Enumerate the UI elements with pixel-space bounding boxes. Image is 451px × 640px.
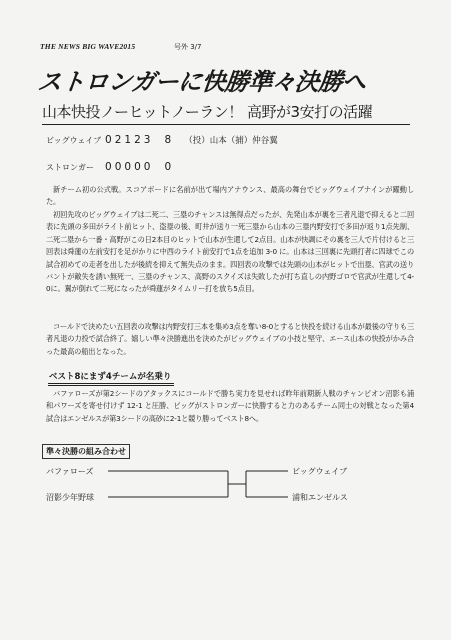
bracket-team: バファローズ (46, 467, 94, 476)
scoreboard-total: 8 (164, 134, 172, 146)
section-title: ベスト8にまず4チームが名乗り (48, 370, 174, 384)
scoreboard-total: 0 (164, 161, 172, 173)
masthead-title: THE NEWS BIG WAVE2015 (40, 42, 136, 51)
bracket-team: 浦和エンゼルス (292, 493, 348, 502)
issue-number: 号外 3/7 (174, 43, 202, 51)
bracket-team: ビッグウェイブ (292, 467, 348, 476)
subheadline: 山本快投ノーヒットノーラン！ 高野が3安打の活躍 (42, 101, 410, 125)
article-paragraph: コールドで決めたい五回表の攻撃は内野安打三本を集め3点を奪い8-0とすると快投を続ける山本が最後の守りも三者凡退の力投で試合終了。嬉しい準々決勝進出を決めたがビッグウェイブの小技と堅守、エース山本の快投がかみ合った最高の船出となった。 (46, 322, 414, 356)
headline: ストロンガーに快勝準々決勝へ (36, 68, 367, 96)
scoreboard-team: ビッグウェイブ (46, 136, 102, 145)
article-paragraph: 初回先攻のビッグウェイブは二死二、三塁のチャンスは無得点だったが、先発山本が裏を三者凡退で抑えると二回表に先頭の多田がライト前ヒット、盗塁の後、町井が送り一死三塁から山本の三塁内野安打で多田が返り1点先制、二死二塁から一番・高野がこの日2本目のヒットで山本が生還して2点目。山本が快調にその裏を三人で片付けると三回表は舜蓮の左前安打を足がかりに中西のライト前安打で1点を追加 3-0 に。山本は三回裏に先頭打者に四球でこの試合初めての走者を出したが後続を抑えて無失点のまま。四回表の攻撃では先頭の山本がヒットで出塁、官武の送りバントが敵失を誘い無死一、三塁のチャンス、高野のスクイズは失敗したが打ち直しの内野ゴロで官武が生還して4-0に。翼が倒れて二死になったが舜蓮がタイムリー打を放ち5点目。 (46, 210, 414, 294)
bracket-title: 準々決勝の組み合わせ (42, 444, 130, 459)
article-paragraph: 新チーム初の公式戦。スコアボードに名前が出て場内アナウンス、最高の舞台でビッグウェイブナインが躍動した。 (46, 185, 414, 207)
scoreboard-innings: 02123 (105, 134, 154, 146)
scoreboard-innings: 00000 (105, 161, 154, 173)
bracket-team: 沼影少年野球 (46, 493, 94, 502)
section-paragraph: バファローズが第2シードのアタックスにコールドで勝ち実力を見せれば昨年前期新人戦のチャンピオン沼影も浦和パワーズを寄せ付けず 12-1 と圧勝、ビッグがストロンガーに快勝すると力のあるチーム同士の対戦となった第4試合はエンゼルスが第3シードの高砂に2-1と競り勝ってベスト8へ。 (46, 389, 414, 423)
scoreboard-battery: （投）山本（捕）仲谷翼 (184, 136, 278, 146)
scoreboard-team: ストロンガー (46, 163, 94, 172)
